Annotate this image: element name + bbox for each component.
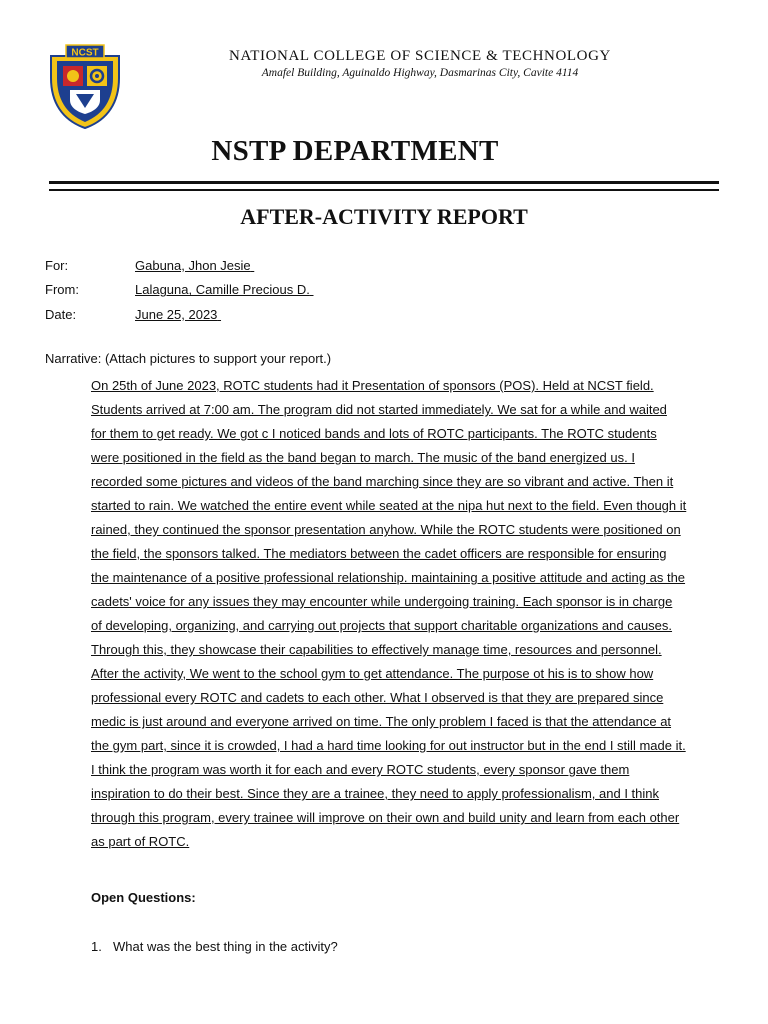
school-address: Amafel Building, Aguinaldo Highway, Dasmarinas City, Cavite 4114 <box>261 67 579 79</box>
narrative-text <box>91 374 731 854</box>
open-questions-heading: Open Questions: <box>91 890 196 905</box>
narrative-line: After the activity, We went to the school gym to get attendance. The purpose ot his is to show how <box>91 666 654 681</box>
narrative-line: the field, the sponsors talked. The mediators between the cadet officers are responsible for ensuring <box>91 546 667 561</box>
narrative-line: recorded some pictures and videos of the band marching since they are so vibrant and active. Then it <box>91 474 674 489</box>
narrative-line: Through this, they showcase their capabilities to effectively manage time, resources and personnel. <box>91 642 662 657</box>
meta-value: Gabuna, Jhon Jesie <box>135 257 251 273</box>
narrative-line: cadets' voice for any issues they may encounter while undergoing training. Each sponsor is in charge <box>91 594 673 609</box>
narrative-line: started to rain. We watched the entire event while seated at the nipa hut next to the field. Even though it <box>91 498 687 513</box>
meta-row-from <box>45 278 314 303</box>
school-name: NATIONAL COLLEGE OF SCIENCE & TECHNOLOGY <box>229 48 611 64</box>
narrative-label: Narrative: (Attach pictures to support your report.) <box>45 351 332 366</box>
meta-label: Date: <box>45 306 77 322</box>
narrative-line: the maintenance of a positive professional relationship. maintaining a positive attitude and acting as the <box>91 570 686 585</box>
svg-text:NCST: NCST <box>71 47 99 59</box>
header-rule-thick <box>49 181 719 184</box>
narrative-line: were positioned in the field as the band began to march. The music of the band energized us. I <box>91 450 635 465</box>
report-title: AFTER-ACTIVITY REPORT <box>240 204 528 229</box>
meta-row-for <box>45 253 314 278</box>
narrative-line: On 25th of June 2023, ROTC students had it Presentation of sponsors (POS). Held at NCST field. <box>91 378 654 393</box>
school-header <box>140 48 700 79</box>
meta-label: From: <box>45 282 79 298</box>
narrative-line: I think the program was worth it for each and every ROTC students, every sponsor gave them <box>91 762 630 777</box>
meta-row-date <box>45 302 314 327</box>
report-meta <box>45 253 314 327</box>
narrative-line: inspiration to do their best. Since they are a trainee, they need to apply professionalism, and I think <box>91 786 660 801</box>
header-rule-thin <box>49 189 719 191</box>
question-item <box>91 939 338 954</box>
question-text: What was the best thing in the activity? <box>113 939 338 954</box>
meta-value: June 25, 2023 <box>135 306 218 322</box>
school-seal-logo <box>48 42 122 130</box>
narrative-line: Students arrived at 7:00 am. The program did not started immediately. We sat for a while and waited <box>91 402 667 417</box>
question-number: 1. <box>91 939 102 954</box>
narrative-line: medic is just around and everyone arrived on time. The only problem I faced is that the attendance at <box>91 714 672 729</box>
narrative-line: through this program, every trainee will improve on their own and build unity and learn from each other <box>91 810 680 825</box>
narrative-line: the gym part, since it is crowded, I had a hard time looking for out instructor but in the end I still made it. <box>91 738 686 753</box>
meta-label: For: <box>45 257 69 273</box>
narrative-line: as part of ROTC. <box>91 834 190 849</box>
department-title: NSTP DEPARTMENT <box>211 135 499 167</box>
meta-value: Lalaguna, Camille Precious D. <box>135 282 310 298</box>
narrative-line: for them to get ready. We got c I noticed bands and lots of ROTC participants. The ROTC students <box>91 426 657 441</box>
narrative-line: professional every ROTC and cadets to each other. What I observed is that they are prepared since <box>91 690 664 705</box>
narrative-line: rained, they continued the sponsor presentation anyhow. While the ROTC students were positioned on <box>91 522 681 537</box>
narrative-line: of developing, organizing, and carrying out projects that support charitable organizations and causes. <box>91 618 673 633</box>
